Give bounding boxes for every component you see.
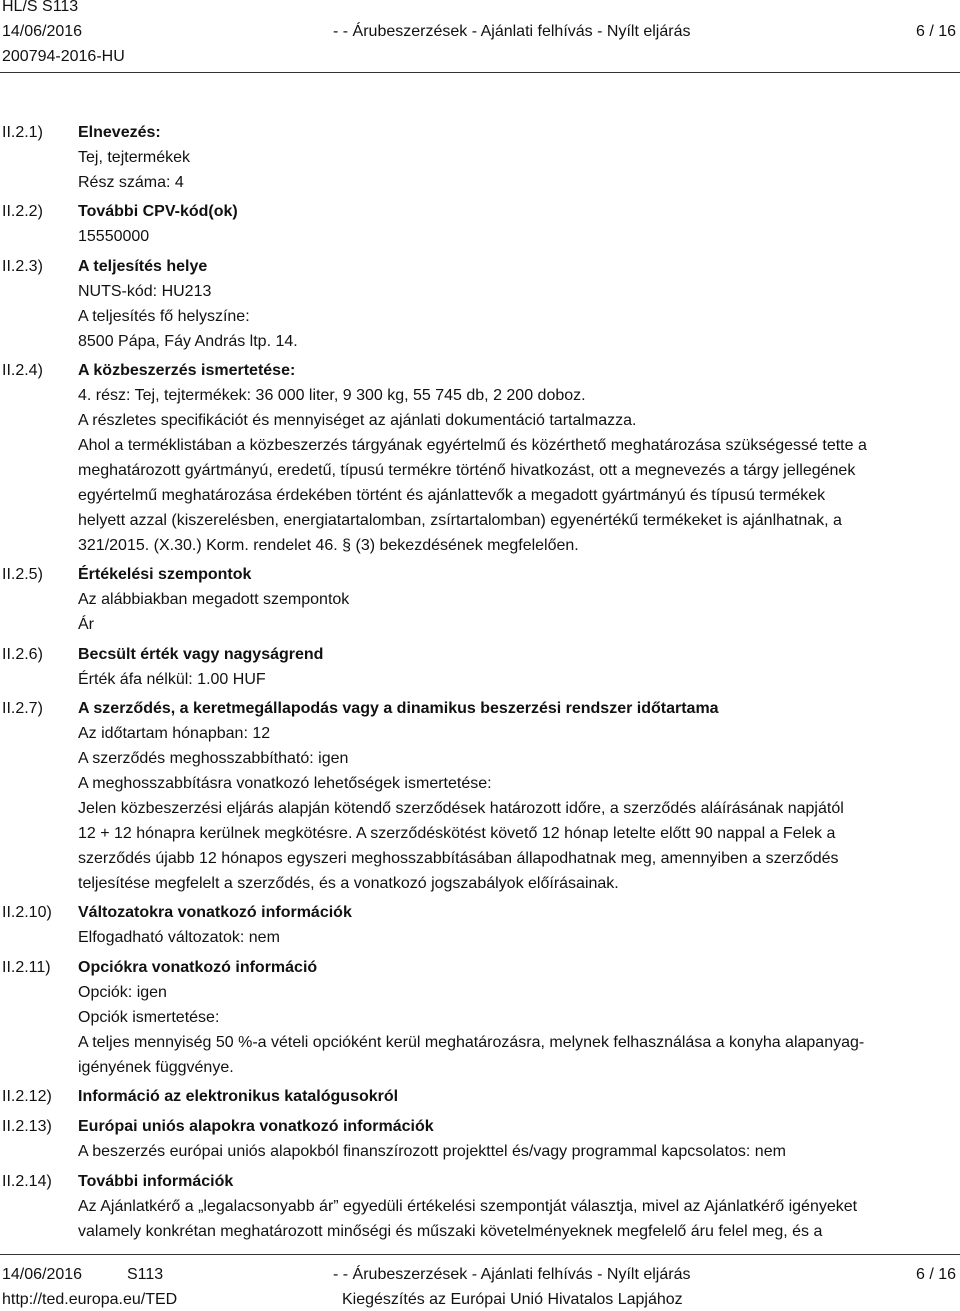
section-heading: Elnevezés:: [78, 124, 161, 141]
section-text: Ár: [78, 616, 94, 633]
section-number: II.2.3): [2, 258, 43, 275]
section-text: helyett azzal (kiszerelésben, energiatartalomban, zsírtartalomban) egyenértékű termékeket is ajánlhatnak, a: [78, 512, 842, 529]
section-number: II.2.5): [2, 566, 43, 583]
section-text: valamely konkrétan meghatározott minőségi és műszaki követelményeknek megfelelő áru felel meg, és a: [78, 1223, 823, 1240]
section-heading: Változatokra vonatkozó információk: [78, 904, 352, 921]
section-text: 4. rész: Tej, tejtermékek: 36 000 liter, 9 300 kg, 55 745 db, 2 200 doboz.: [78, 387, 586, 404]
section-heading: Európai uniós alapokra vonatkozó információk: [78, 1118, 434, 1135]
section-text: Elfogadható változatok: nem: [78, 929, 280, 946]
section-text: Jelen közbeszerzési eljárás alapján kötendő szerződések határozott időre, a szerződés aláírásának napjától: [78, 800, 844, 817]
header-divider: [0, 72, 960, 73]
header-title: - - Árubeszerzések - Ajánlati felhívás - Nyílt eljárás: [333, 23, 691, 40]
section-heading: A közbeszerzés ismertetése:: [78, 362, 296, 379]
section-text: A szerződés meghosszabbítható: igen: [78, 750, 349, 767]
footer-url[interactable]: http://ted.europa.eu/TED: [2, 1291, 178, 1308]
section-text: Ahol a terméklistában a közbeszerzés tárgyának egyértelmű és közérthető meghatározása szükségessé tette a: [78, 437, 867, 454]
section-heading: Opciókra vonatkozó információ: [78, 959, 318, 976]
section-heading: A szerződés, a keretmegállapodás vagy a dinamikus beszerzési rendszer időtartama: [78, 700, 719, 717]
section-text: 8500 Pápa, Fáy András ltp. 14.: [78, 333, 298, 350]
footer-divider: [0, 1254, 960, 1255]
section-text: Rész száma: 4: [78, 174, 184, 191]
section-text: A beszerzés európai uniós alapokból finanszírozott projekttel és/vagy programmal kapcsolatos: nem: [78, 1143, 786, 1160]
section-text: Az időtartam hónapban: 12: [78, 725, 271, 742]
footer-title: - - Árubeszerzések - Ajánlati felhívás - Nyílt eljárás: [333, 1266, 691, 1283]
section-number: II.2.4): [2, 362, 43, 379]
section-number: II.2.1): [2, 124, 43, 141]
section-text: meghatározott gyártmányú, eredetű, típusú termékre történő hivatkozást, ott a megnevezés a tárgy jellegének: [78, 462, 856, 479]
section-number: II.2.14): [2, 1173, 52, 1190]
section-heading: További információk: [78, 1173, 234, 1190]
section-text: Érték áfa nélkül: 1.00 HUF: [78, 671, 266, 688]
section-text: A teljes mennyiség 50 %-a vételi opcióként kerül meghatározásra, melynek felhasználása a konyha alapanyag-: [78, 1034, 865, 1051]
section-text: Az alábbiakban megadott szempontok: [78, 591, 350, 608]
section-number: II.2.7): [2, 700, 43, 717]
section-text: 15550000: [78, 228, 150, 245]
section-text: teljesítése megfelelt a szerződés, és a vonatkozó jogszabályok előírásainak.: [78, 875, 619, 892]
section-heading: Becsült érték vagy nagyságrend: [78, 646, 324, 663]
section-text: Az Ajánlatkérő a „legalacsonyabb ár” egyedüli értékelési szempontját választja, mivel az Ajánlatkérő igényeket: [78, 1198, 858, 1215]
section-number: II.2.2): [2, 203, 43, 220]
footer-page-number: 6 / 16: [915, 1266, 956, 1283]
notice-number: 200794-2016-HU: [2, 48, 125, 65]
doc-id: HL/S S113: [2, 0, 79, 15]
section-text: igényének függvénye.: [78, 1059, 234, 1076]
section-heading: Információ az elektronikus katalógusokról: [78, 1088, 399, 1105]
footer-publisher: Kiegészítés az Európai Unió Hivatalos Lapjához: [342, 1291, 683, 1308]
section-text: szerződés újabb 12 hónapos egyszeri meghosszabbításában állapodhatnak meg, amennyiben a szerződés: [78, 850, 839, 867]
section-text: A részletes specifikációt és mennyiséget az ajánlati dokumentáció tartalmazza.: [78, 412, 637, 429]
section-text: 12 + 12 hónapra kerülnek megkötésre. A szerződéskötést követő 12 hónap letelte előtt 90 nappal a Felek a: [78, 825, 836, 842]
section-heading: A teljesítés helye: [78, 258, 208, 275]
footer-series: S113: [127, 1266, 164, 1283]
section-heading: További CPV-kód(ok): [78, 203, 238, 220]
section-text: NUTS-kód: HU213: [78, 283, 212, 300]
section-number: II.2.11): [2, 959, 51, 976]
section-number: II.2.6): [2, 646, 43, 663]
section-text: A meghosszabbításra vonatkozó lehetőségek ismertetése:: [78, 775, 492, 792]
section-heading: Értékelési szempontok: [78, 566, 252, 583]
section-text: Opciók: igen: [78, 984, 167, 1001]
header-date: 14/06/2016: [2, 23, 83, 40]
section-text: 321/2015. (X.30.) Korm. rendelet 46. § (3) bekezdésének megfelelően.: [78, 537, 579, 554]
section-text: egyértelmű meghatározása érdekében történt és ajánlattevők a megadott gyártmányú és típusú termékek: [78, 487, 826, 504]
section-text: Tej, tejtermékek: [78, 149, 191, 166]
header-page-number: 6 / 16: [915, 23, 956, 40]
section-text: Opciók ismertetése:: [78, 1009, 220, 1026]
section-number: II.2.13): [2, 1118, 52, 1135]
section-number: II.2.12): [2, 1088, 52, 1105]
section-number: II.2.10): [2, 904, 52, 921]
footer-date: 14/06/2016: [2, 1266, 83, 1283]
section-text: A teljesítés fő helyszíne:: [78, 308, 250, 325]
